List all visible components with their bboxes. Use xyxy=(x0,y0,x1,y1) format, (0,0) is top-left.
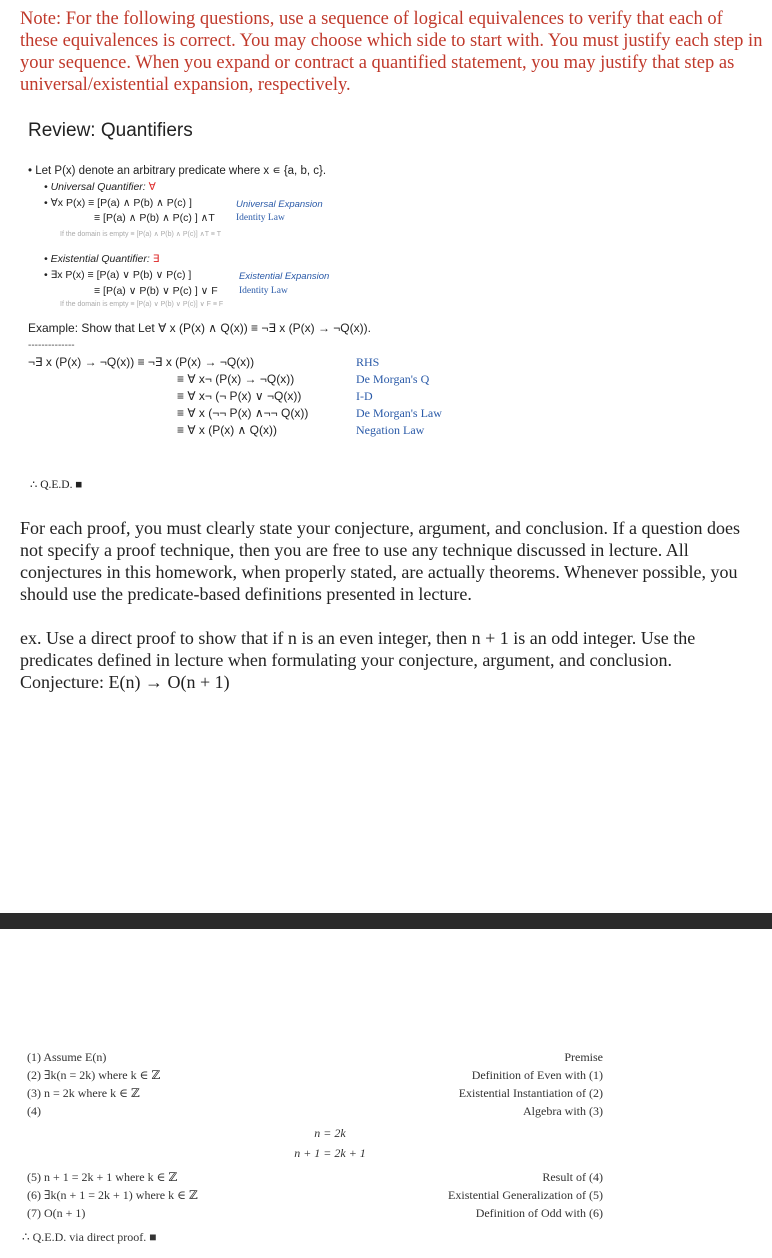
proof-step-4: (4) xyxy=(27,1104,41,1118)
existential-just-2: Identity Law xyxy=(239,286,288,296)
proof-just-1: Premise xyxy=(564,1050,603,1064)
existential-line-2: ≡ [P(a) ∨ P(b) ∨ P(c) ] ∨ F xyxy=(94,285,218,297)
proof-step-3: (3) n = 2k where k ∈ ℤ xyxy=(27,1086,140,1100)
proof-just-2: Definition of Even with (1) xyxy=(471,1068,603,1082)
exercise-statement: ex. Use a direct proof to show that if n is an even integer, then n + 1 is an odd integer. Use the predicates defined in lecture when formulating your conjecture, argument, and conclusion. xyxy=(20,628,696,670)
proof-instructions: For each proof, you must clearly state your conjecture, argument, and conclusion. If a question does not specify a proof technique, then you are free to use any technique discussed in lecture. All conjectures in this homework, when properly stated, are actually theorems. Whenever possible, you should use the predicate-based definitions presented in lecture. xyxy=(20,518,740,604)
proof-step-7: (7) O(n + 1) xyxy=(27,1206,86,1220)
example-just-5: Negation Law xyxy=(356,423,425,437)
forall-symbol: ∀ xyxy=(148,181,156,193)
dashes-separator: -------------- xyxy=(28,340,75,351)
universal-quantifier-heading xyxy=(44,181,156,193)
proof-step-5: (5) n + 1 = 2k + 1 where k ∈ ℤ xyxy=(27,1170,178,1184)
example-step-5: ≡ ∀ x (P(x) ∧ Q(x)) xyxy=(177,423,277,437)
proof-just-5: Result of (4) xyxy=(542,1170,603,1184)
universal-empty-domain: If the domain is empty ≡ [P(a) ∧ P(b) ∧ P(c)] ∧T ≡ T xyxy=(60,231,221,238)
universal-line-1: • ∀x P(x) ≡ [P(a) ∧ P(b) ∧ P(c) ] xyxy=(44,197,192,209)
proof-step-1: (1) Assume E(n) xyxy=(27,1050,107,1064)
existential-label: • Existential Quantifier: xyxy=(44,253,153,265)
section-divider xyxy=(0,913,772,929)
existential-empty-domain: If the domain is empty ≡ [P(a) ∨ P(b) ∨ P(c)] ∨ F ≡ F xyxy=(60,301,224,308)
example-qed: ∴ Q.E.D. ■ xyxy=(30,479,83,491)
existential-line-1: • ∃x P(x) ≡ [P(a) ∨ P(b) ∨ P(c) ] xyxy=(44,269,192,281)
algebra-line-2: n + 1 = 2k + 1 xyxy=(294,1146,366,1160)
example-step-2: ≡ ∀ x¬ (P(x) → ¬Q(x)) xyxy=(177,372,295,386)
example-just-3: I-D xyxy=(356,389,373,403)
algebra-line-1: n = 2k xyxy=(314,1126,346,1140)
let-statement: • Let P(x) denote an arbitrary predicate where x ∊ {a, b, c}. xyxy=(28,165,327,177)
example-step-3: ≡ ∀ x¬ (¬ P(x) ∨ ¬Q(x)) xyxy=(177,389,302,403)
example-just-2: De Morgan's Q xyxy=(356,372,430,386)
existential-just-1: Existential Expansion xyxy=(239,271,330,282)
proof-step-6: (6) ∃k(n + 1 = 2k + 1) where k ∈ ℤ xyxy=(27,1188,198,1202)
proof-step-2: (2) ∃k(n = 2k) where k ∈ ℤ xyxy=(27,1068,161,1082)
exists-symbol: ∃ xyxy=(152,253,160,265)
universal-label: • Universal Quantifier: xyxy=(44,181,149,193)
universal-line-2: ≡ [P(a) ∧ P(b) ∧ P(c) ] ∧T xyxy=(94,212,215,224)
proof-just-7: Definition of Odd with (6) xyxy=(475,1206,603,1220)
proof-qed: ∴ Q.E.D. via direct proof. ■ xyxy=(22,1230,157,1244)
universal-just-1: Universal Expansion xyxy=(236,199,323,210)
proof-just-3: Existential Instantiation of (2) xyxy=(458,1086,603,1100)
example-title: Example: Show that Let ∀ x (P(x) ∧ Q(x)) ≡ ¬∃ x (P(x) → ¬Q(x)). xyxy=(28,321,371,335)
existential-quantifier-heading xyxy=(44,253,159,265)
instructions-note: Note: For the following questions, use a sequence of logical equivalences to verify that each of these equivalences is correct. You may choose which side to start with. You must justify each step in your sequence. When you expand or contract a quantified statement, you may justify that step as universal/existential expansion, respectively. xyxy=(20,9,763,95)
universal-just-2: Identity Law xyxy=(236,213,285,223)
example-just-4: De Morgan's Law xyxy=(356,406,442,420)
review-title: Review: Quantifiers xyxy=(28,120,193,141)
example-just-1: RHS xyxy=(356,355,380,369)
example-step-1: ¬∃ x (P(x) → ¬Q(x)) ≡ ¬∃ x (P(x) → ¬Q(x)) xyxy=(28,355,255,369)
conjecture: Conjecture: E(n) → O(n + 1) xyxy=(20,672,230,692)
example-step-4: ≡ ∀ x (¬¬ P(x) ∧¬¬ Q(x)) xyxy=(177,406,309,420)
proof-just-6: Existential Generalization of (5) xyxy=(448,1188,603,1202)
proof-just-4: Algebra with (3) xyxy=(523,1104,603,1118)
